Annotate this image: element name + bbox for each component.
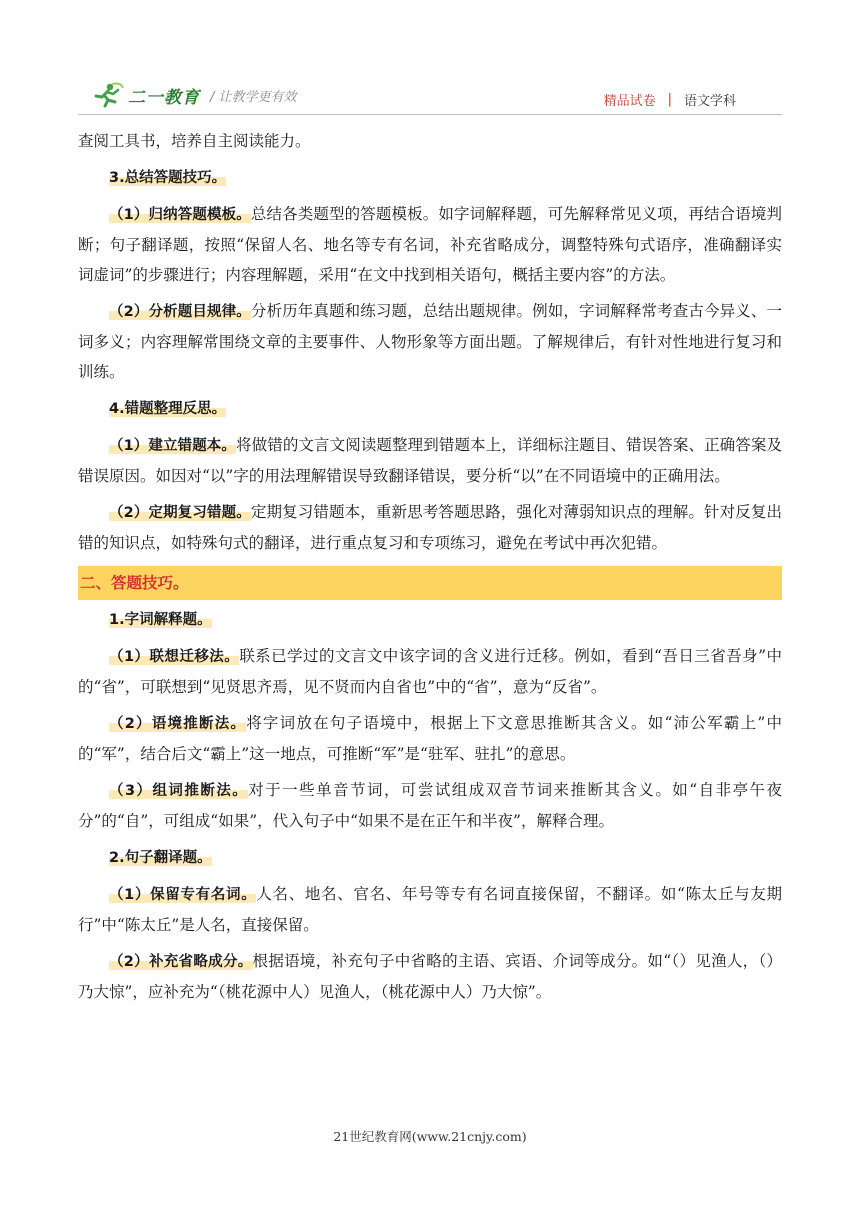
point-text: 总结各类题型的答题模板。如字词解释题，可先解释常见义项，再结合语境判断；句子翻译题，按照“保留人名、地名等专有名词，补充省略成分，调整特殊句式语序，准确翻译实词虚词”的步骤进行；内容理解题，采用“在文中找到相关语句，概括主要内容”的方法。 — [78, 205, 782, 284]
point-text: 根据语境，补充句子中省略的主语、宾语、介词等成分。如“（）见渔人，（）乃大惊”，应补充为“（桃花源中人）见渔人，（桃花源中人）乃大惊”。 — [78, 952, 782, 1001]
paragraph — [78, 775, 782, 836]
page-footer: 21世纪教育网(www.21cnjy.com) — [333, 1129, 527, 1144]
point-label: （2）补充省略成分。 — [109, 954, 253, 970]
point-text: 分析历年真题和练习题，总结出题规律。例如，字词解释常考查古今异义、一词多义；内容理解常围绕文章的主要事件、人物形象等方面出题。了解规律后，有针对性地进行复习和训练。 — [78, 302, 782, 381]
page-header — [78, 80, 782, 115]
paragraph — [78, 430, 782, 491]
brand-name: 二一教育 — [128, 87, 200, 108]
section-heading: 二、答题技巧。 — [78, 566, 782, 600]
paper-type: 精品试卷 — [603, 94, 656, 109]
paragraph — [78, 708, 782, 769]
point-text: 联系已学过的文言文中该字词的含义进行迁移。例如，看到“吾日三省吾身”中的“省”，可联想到“见贤思齐焉，见不贤而内自省也”中的“省”，意为“反省”。 — [78, 647, 782, 696]
point-text: 人名、地名、官名、年号等专有名词直接保留，不翻译。如“陈太丘与友期行”中“陈太丘”是人名，直接保留。 — [78, 885, 782, 934]
point-text: 将字词放在句子语境中，根据上下文意思推断其含义。如“沛公军霸上”中的“军”，结合后文“霸上”这一地点，可推断“军”是“驻军、驻扎”的意思。 — [78, 714, 782, 763]
point-text: 将做错的文言文阅读题整理到错题本上，详细标注题目、错误答案、正确答案及错误原因。如因对“以”字的用法理解错误导致翻译错误，要分析“以”在不同语境中的正确用法。 — [78, 436, 782, 485]
subheading — [78, 604, 782, 635]
subject-label: 语文学科 — [683, 94, 736, 109]
point-label: （1）归纳答题模板。 — [109, 207, 251, 223]
document-body — [78, 126, 782, 1007]
point-label: （2）分析题目规律。 — [109, 304, 251, 320]
paragraph: 查阅工具书，培养自主阅读能力。 — [78, 132, 311, 150]
paragraph — [78, 497, 782, 558]
paragraph — [78, 641, 782, 702]
subheading — [78, 393, 782, 424]
paragraph — [78, 199, 782, 290]
subheading-text: 4.错题整理反思。 — [109, 401, 227, 417]
paragraph — [78, 946, 782, 1007]
point-label: （3）组词推断法。 — [109, 783, 249, 799]
running-man-logo-icon — [88, 82, 124, 108]
point-label: （2）语境推断法。 — [109, 716, 247, 732]
point-label: （1）保留专有名词。 — [109, 887, 257, 903]
header-right — [604, 90, 736, 109]
point-text: 定期复习错题本，重新思考答题思路，强化对薄弱知识点的理解。针对反复出错的知识点，如特殊句式的翻译，进行重点复习和专项练习，避免在考试中再次犯错。 — [78, 503, 782, 552]
subheading — [78, 842, 782, 873]
subheading — [78, 162, 782, 193]
point-label: （1）建立错题本。 — [109, 438, 237, 454]
point-label: （2）定期复习错题。 — [109, 505, 251, 521]
point-label: （1）联想迁移法。 — [109, 649, 240, 665]
brand-slogan: / 让教学更有效 — [210, 89, 297, 105]
header-separator: | — [667, 92, 672, 107]
paragraph — [78, 879, 782, 940]
logo — [88, 82, 297, 108]
subheading-text: 3.总结答题技巧。 — [109, 170, 227, 186]
point-text: 对于一些单音节词，可尝试组成双音节词来推断其含义。如“自非亭午夜分”的“自”，可组成“如果”，代入句子中“如果不是在正午和半夜”，解释合理。 — [78, 781, 782, 830]
subheading-text: 2.句子翻译题。 — [109, 850, 212, 866]
subheading-text: 1.字词解释题。 — [109, 612, 212, 628]
paragraph — [78, 296, 782, 387]
